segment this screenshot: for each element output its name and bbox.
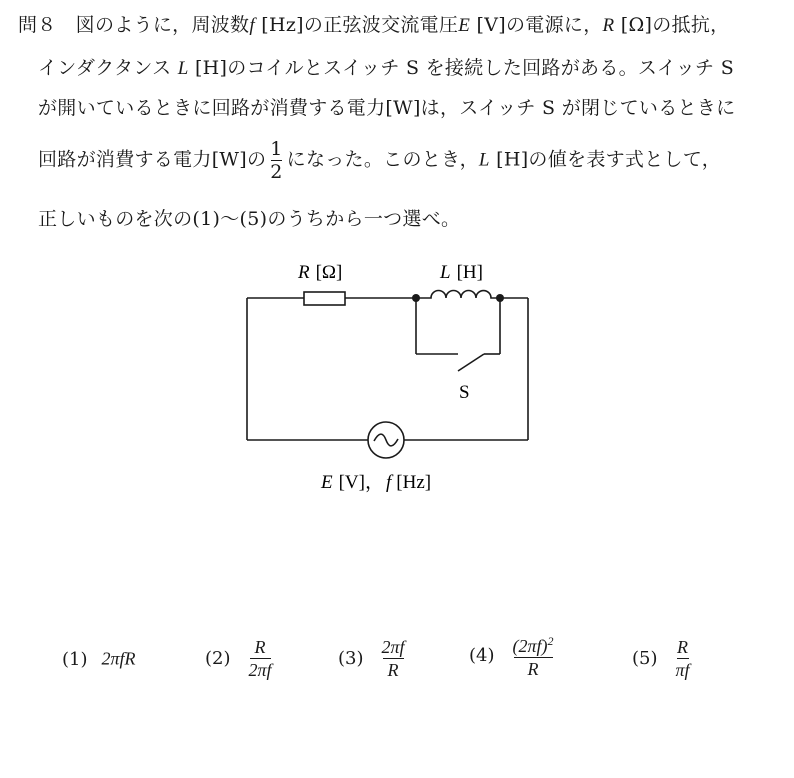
text: になった。このとき， [286, 148, 479, 171]
switch-label: S [459, 382, 470, 403]
fraction-denominator: 2 [270, 161, 283, 183]
resistor-label [297, 262, 342, 283]
var-L: L [478, 149, 490, 171]
fraction-numerator [513, 630, 554, 657]
choice-fraction [676, 636, 690, 681]
numerator-base: (2πf) [512, 636, 548, 656]
junction-node [496, 294, 504, 302]
numerator-exponent: 2 [547, 634, 554, 648]
unit-volt: [V]， [338, 472, 384, 493]
fraction-numerator: R [677, 637, 689, 657]
text: 回路が消費する電力[W]の [38, 148, 267, 171]
choice-fraction [513, 630, 554, 680]
choice-1[interactable] [62, 648, 136, 670]
choice-expression: 2πfR [101, 648, 136, 669]
source-label [320, 472, 431, 493]
choice-label: (3) [338, 648, 364, 669]
choice-label: (1) [62, 648, 88, 670]
text: が開いているときに回路が消費する電力[W]は，スイッチ S が閉じているときに [38, 97, 736, 119]
fraction-numerator: R [254, 637, 266, 657]
var-f: f [386, 472, 392, 493]
choice-3[interactable] [338, 636, 409, 681]
text: [H]の値を表す式として， [496, 148, 722, 171]
switch-symbol [458, 354, 484, 371]
choice-4[interactable] [469, 630, 558, 680]
question-number: 問８ [18, 14, 57, 36]
choice-2[interactable] [205, 636, 276, 681]
fraction-denominator: R [387, 660, 399, 680]
var-E: E [321, 472, 333, 493]
resistor-symbol [304, 292, 345, 305]
text: 図のように，周波数 [75, 14, 250, 36]
text: 正しいものを次の(1)～(5)のうちから一つ選べ。 [38, 208, 461, 230]
choice-label: (4) [469, 644, 495, 666]
var-E: E [458, 15, 471, 36]
fraction-numerator: 2πf [381, 637, 405, 657]
fraction-denominator: R [527, 659, 539, 679]
var-L: L [177, 58, 189, 79]
text: インダクタンス [38, 57, 172, 79]
sine-wave-icon [374, 434, 398, 446]
unit-henry: [H] [456, 262, 483, 283]
text: [Ω]の抵抗， [620, 14, 730, 36]
choice-fraction [249, 636, 272, 681]
inductor-symbol [416, 291, 500, 299]
text: [Hz]の正弦波交流電圧 [261, 14, 459, 36]
choice-label: (2) [205, 648, 231, 669]
unit-ohm: [Ω] [315, 262, 343, 283]
choice-fraction [382, 636, 405, 681]
var-R: R [298, 262, 310, 283]
var-f: f [249, 15, 255, 36]
var-R: R [602, 15, 615, 36]
fraction-numerator: 1 [270, 138, 283, 160]
junction-node [412, 294, 420, 302]
fraction-denominator: πf [675, 660, 690, 680]
unit-hertz: [Hz] [396, 472, 432, 493]
var-L: L [440, 262, 451, 283]
fraction-denominator: 2πf [248, 660, 272, 680]
text: [H]のコイルとスイッチ S を接続した回路がある。スイッチ S [194, 57, 735, 79]
choice-label: (5) [632, 648, 658, 669]
choice-5[interactable] [632, 636, 694, 681]
inductor-label [439, 262, 483, 283]
text: [V]の電源に， [476, 14, 603, 36]
